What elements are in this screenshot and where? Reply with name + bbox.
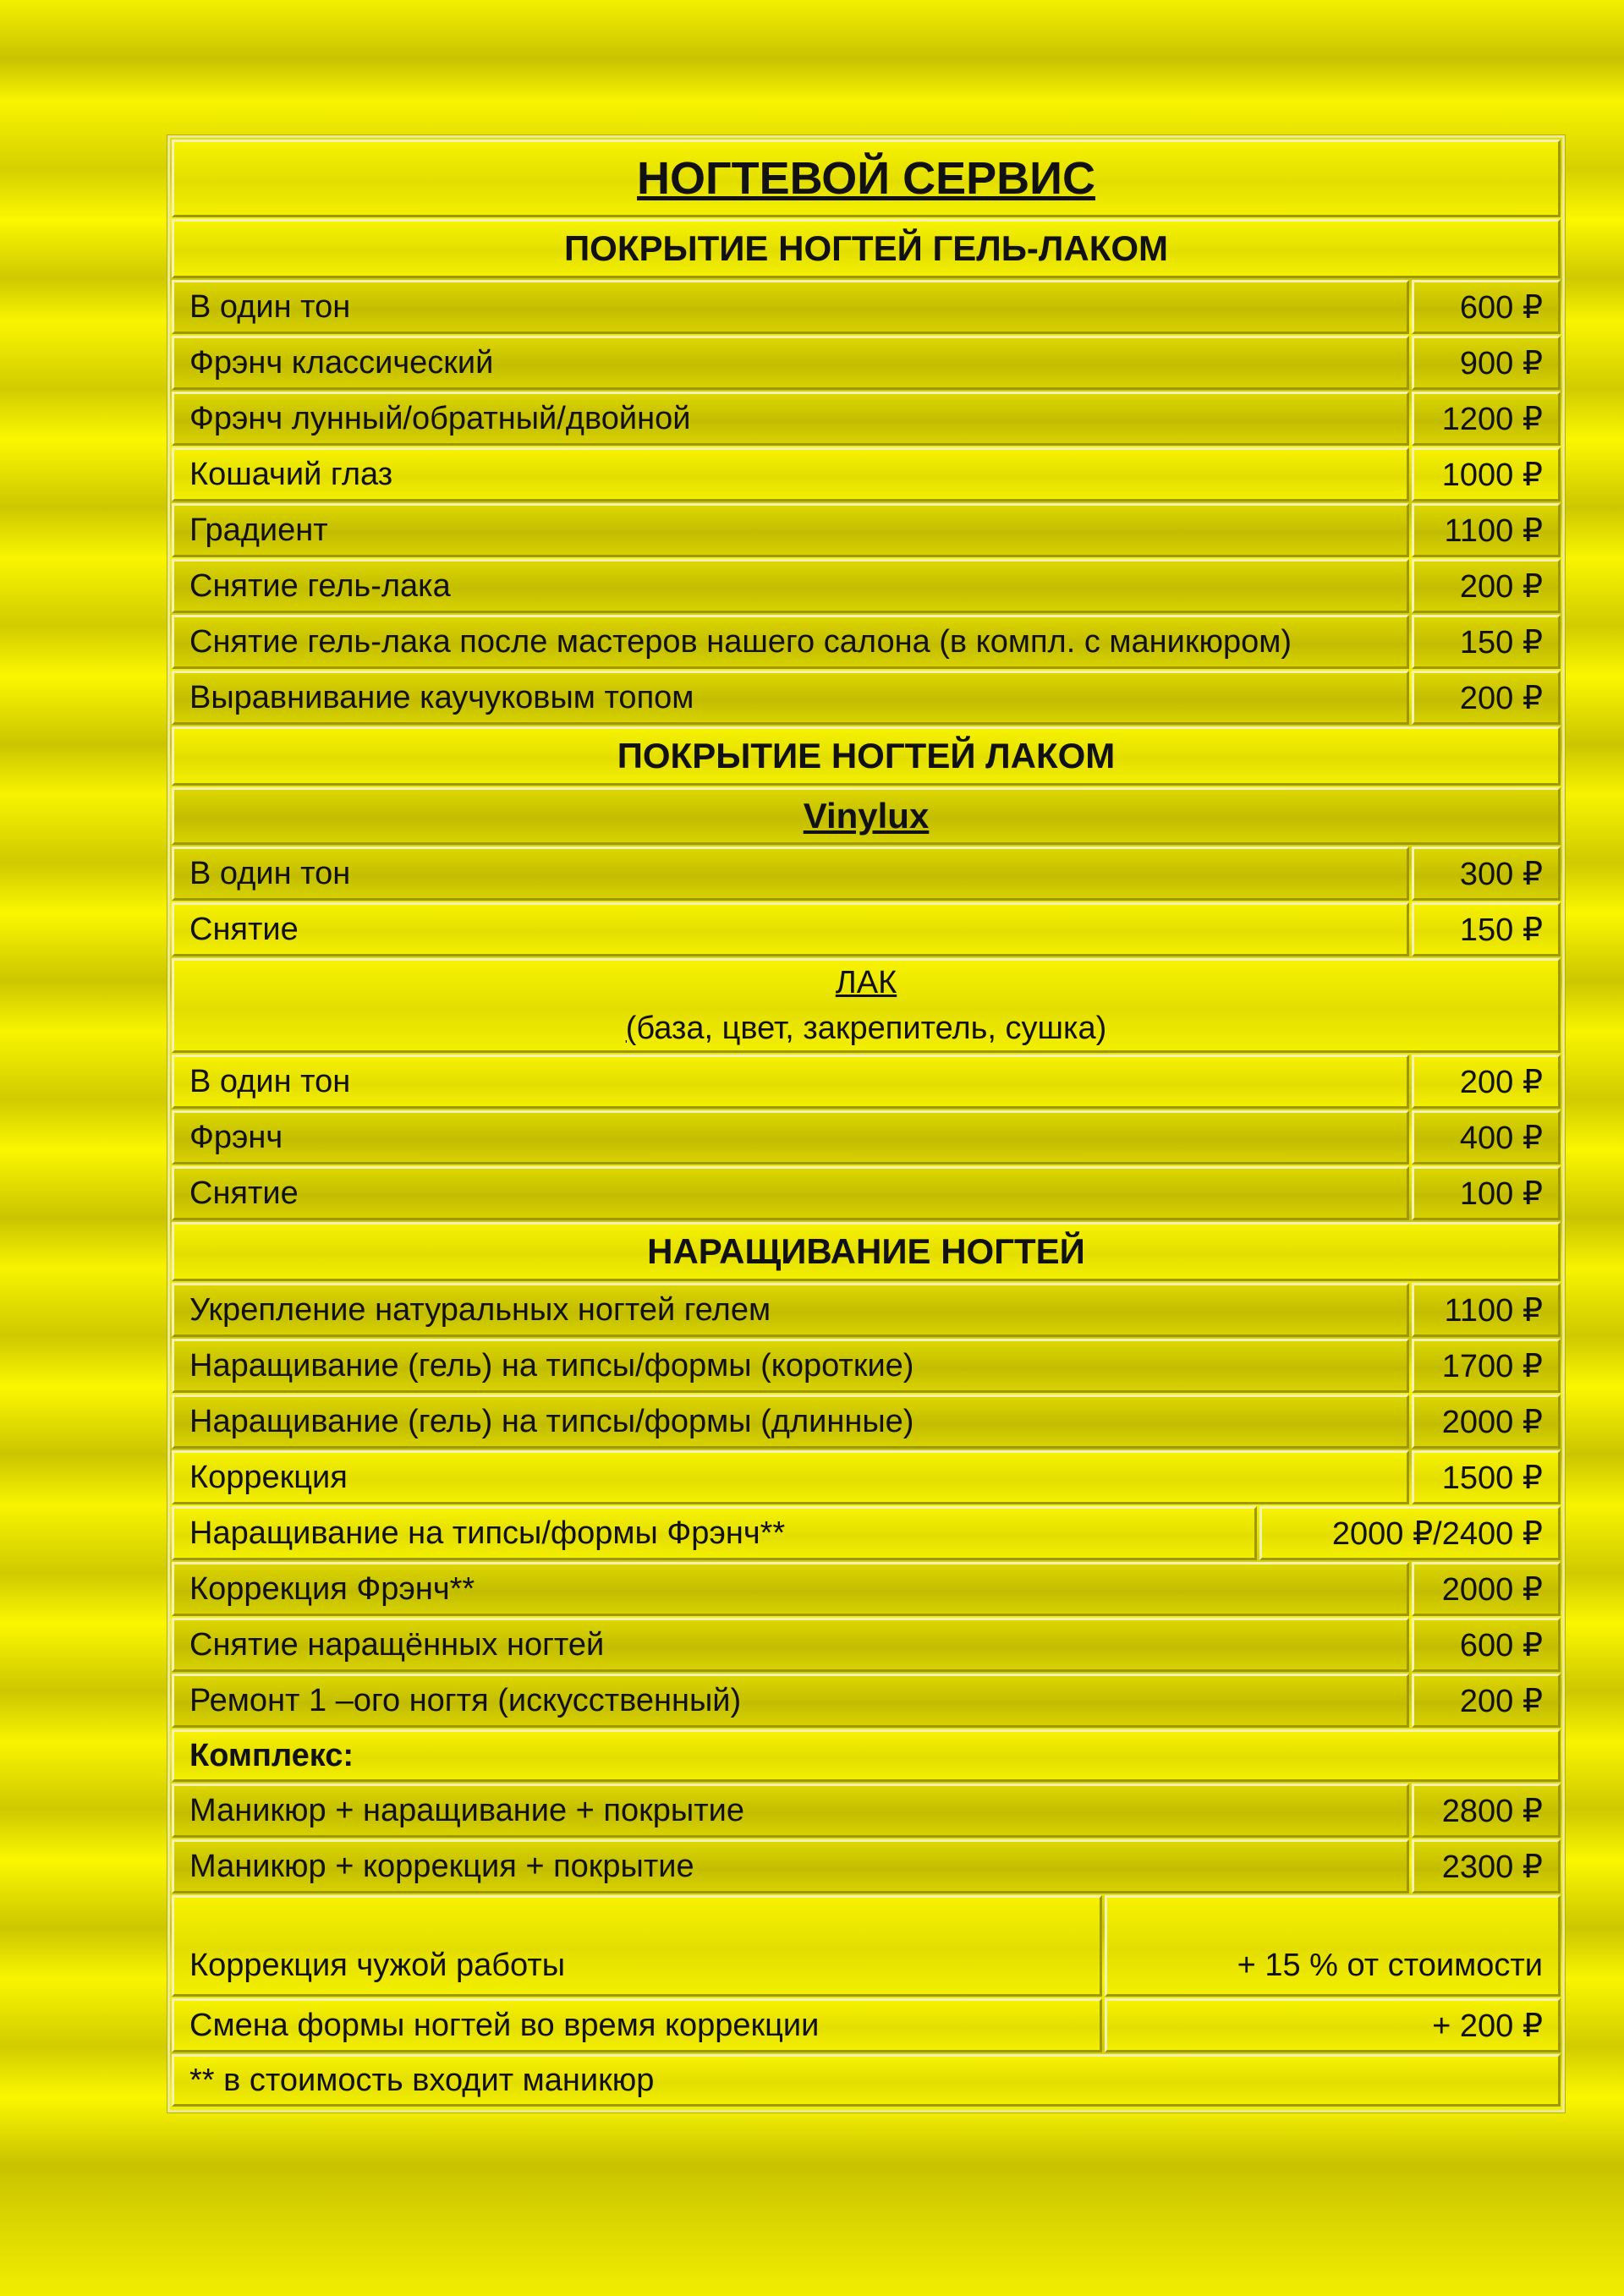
price-row — [172, 1562, 1561, 1616]
page-title: НОГТЕВОЙ СЕРВИС — [172, 140, 1561, 217]
service-name: Маникюр + коррекция + покрытие — [172, 1839, 1409, 1893]
price-row — [172, 1339, 1561, 1393]
price-row — [172, 1450, 1561, 1504]
price-row — [172, 847, 1561, 901]
service-name: Наращивание (гель) на типсы/формы (длинные) — [172, 1395, 1409, 1449]
section-heading-gel: ПОКРЫТИЕ НОГТЕЙ ГЕЛЬ-ЛАКОМ — [172, 219, 1561, 278]
service-price: 1000 ₽ — [1412, 447, 1561, 501]
service-price: 900 ₽ — [1412, 336, 1561, 390]
service-name: Маникюр + наращивание + покрытие — [172, 1784, 1409, 1838]
lak-subtitle — [626, 1006, 1107, 1051]
price-row — [172, 1166, 1561, 1220]
service-price: 600 ₽ — [1412, 1618, 1561, 1672]
section-heading-polish: ПОКРЫТИЕ НОГТЕЙ ЛАКОМ — [172, 726, 1561, 786]
service-name: Снятие наращённых ногтей — [172, 1618, 1409, 1672]
service-price: 150 ₽ — [1412, 902, 1561, 956]
price-row — [172, 1784, 1561, 1838]
service-name: Кошачий глаз — [172, 447, 1409, 501]
service-name: Наращивание на типсы/формы Фрэнч** — [172, 1506, 1257, 1560]
service-name: В один тон — [172, 1055, 1409, 1109]
service-price: 200 ₽ — [1412, 671, 1561, 725]
service-price: 400 ₽ — [1412, 1110, 1561, 1164]
lak-open-paren: ( — [625, 1011, 637, 1046]
service-name: Фрэнч классический — [172, 336, 1409, 390]
section-heading-extension: НАРАЩИВАНИЕ НОГТЕЙ — [172, 1222, 1561, 1281]
service-name: Градиент — [172, 503, 1409, 557]
price-row — [172, 559, 1561, 613]
service-price: + 200 ₽ — [1105, 1998, 1561, 2052]
brand-heading: Vinylux — [172, 787, 1561, 845]
service-price: 2000 ₽/2400 ₽ — [1259, 1506, 1561, 1560]
price-row — [172, 1998, 1561, 2052]
price-row — [172, 1506, 1561, 1560]
price-list-table — [167, 135, 1565, 2112]
price-row — [172, 336, 1561, 390]
service-price: 2000 ₽ — [1412, 1395, 1561, 1449]
service-price: 2000 ₽ — [1412, 1562, 1561, 1616]
service-name: Снятие гель-лака после мастеров нашего салона (в компл. с маникюром) — [172, 615, 1409, 669]
service-name: Коррекция чужой работы — [172, 1895, 1102, 1997]
service-name: Наращивание (гель) на типсы/формы (короткие) — [172, 1339, 1409, 1393]
price-row — [172, 1618, 1561, 1672]
service-name: Коррекция Фрэнч** — [172, 1562, 1409, 1616]
service-price: 1100 ₽ — [1412, 503, 1561, 557]
service-name: Выравнивание каучуковым топом — [172, 671, 1409, 725]
price-row — [172, 503, 1561, 557]
service-name: Ремонт 1 –ого ногтя (искусственный) — [172, 1674, 1409, 1728]
service-price: 100 ₽ — [1412, 1166, 1561, 1220]
footnote: ** в стоимость входит маникюр — [172, 2054, 1561, 2107]
service-price: + 15 % от стоимости — [1105, 1895, 1561, 1997]
service-name: Фрэнч лунный/обратный/двойной — [172, 392, 1409, 446]
service-price: 300 ₽ — [1412, 847, 1561, 901]
lak-description: база, цвет, закрепитель, сушка) — [636, 1011, 1107, 1046]
price-row — [172, 1055, 1561, 1109]
price-row — [172, 1110, 1561, 1164]
price-row — [172, 1839, 1561, 1893]
service-name: Снятие гель-лака — [172, 559, 1409, 613]
price-row — [172, 1395, 1561, 1449]
service-price: 1200 ₽ — [1412, 392, 1561, 446]
service-price: 1100 ₽ — [1412, 1283, 1561, 1337]
price-row — [172, 1895, 1561, 1997]
service-price: 1700 ₽ — [1412, 1339, 1561, 1393]
service-name: Коррекция — [172, 1450, 1409, 1504]
price-row — [172, 615, 1561, 669]
service-name: Снятие — [172, 902, 1409, 956]
price-row — [172, 280, 1561, 334]
price-row — [172, 392, 1561, 446]
service-price: 1500 ₽ — [1412, 1450, 1561, 1504]
service-name: Укрепление натуральных ногтей гелем — [172, 1283, 1409, 1337]
service-price: 2300 ₽ — [1412, 1839, 1561, 1893]
service-name: Смена формы ногтей во время коррекции — [172, 1998, 1102, 2052]
service-price: 150 ₽ — [1412, 615, 1561, 669]
service-price: 200 ₽ — [1412, 559, 1561, 613]
lak-title: ЛАК — [835, 965, 897, 1000]
complex-label: Комплекс: — [172, 1729, 1561, 1782]
service-name: В один тон — [172, 280, 1409, 334]
price-row — [172, 1674, 1561, 1728]
lak-heading — [172, 958, 1561, 1053]
service-price: 200 ₽ — [1412, 1055, 1561, 1109]
price-row — [172, 671, 1561, 725]
price-row — [172, 902, 1561, 956]
service-name: Снятие — [172, 1166, 1409, 1220]
service-price: 600 ₽ — [1412, 280, 1561, 334]
price-row — [172, 1283, 1561, 1337]
service-price: 2800 ₽ — [1412, 1784, 1561, 1838]
price-row — [172, 447, 1561, 501]
service-name: В один тон — [172, 847, 1409, 901]
service-name: Фрэнч — [172, 1110, 1409, 1164]
service-price: 200 ₽ — [1412, 1674, 1561, 1728]
